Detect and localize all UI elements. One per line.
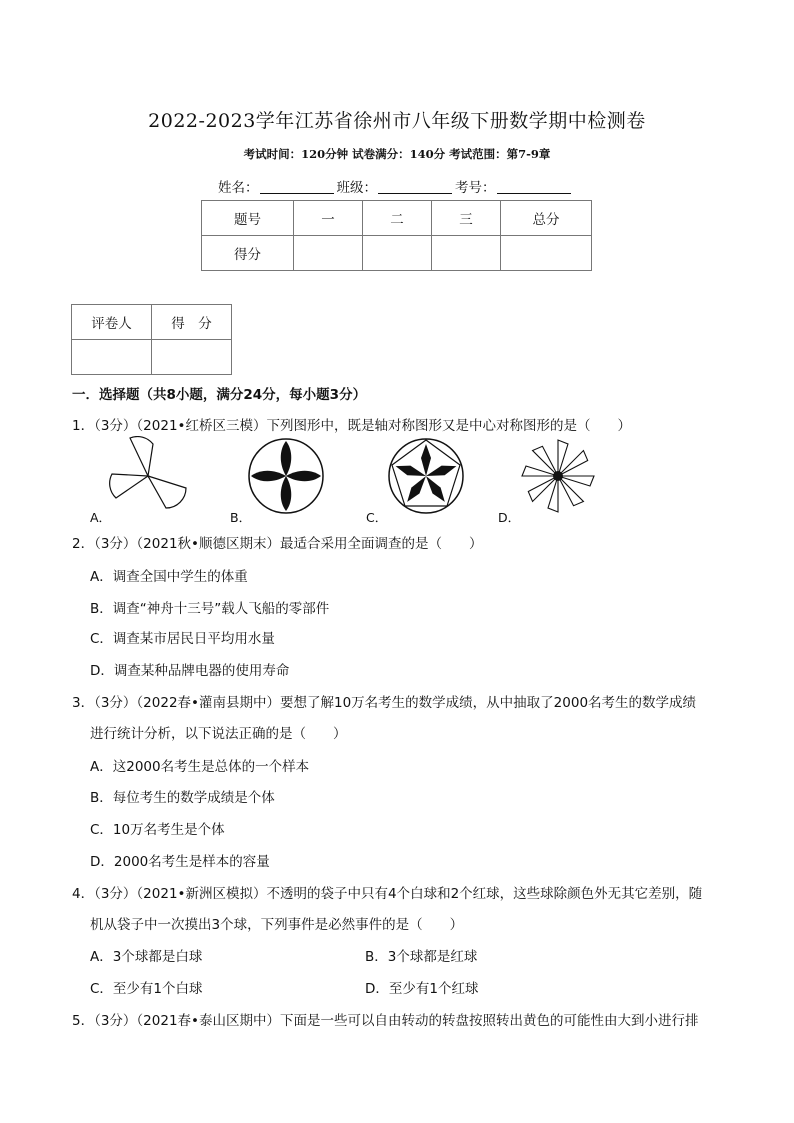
question-3-option-d[interactable]: D．2000名考生是样本的容量 bbox=[90, 854, 270, 870]
name-label: 姓名： bbox=[218, 180, 259, 196]
question-2-option-b[interactable]: B．调查“神舟十三号”载人飞船的零部件 bbox=[90, 601, 330, 617]
score-cell[interactable] bbox=[363, 236, 432, 271]
question-3-option-b[interactable]: B．每位考生的数学成绩是个体 bbox=[90, 790, 275, 806]
question-3-stem-line-2: 进行统计分析，以下说法正确的是（ ） bbox=[90, 726, 347, 742]
figure-c-pentagon-star-icon bbox=[386, 436, 466, 516]
question-1-figures bbox=[90, 436, 610, 526]
score-header-cell: 总分 bbox=[501, 201, 592, 236]
figure-d-pinwheel-icon bbox=[518, 436, 598, 516]
question-1-stem: 1．（3分）（2021•红桥区三模）下列图形中，既是轴对称图形又是中心对称图形的是（ ） bbox=[72, 418, 631, 434]
question-2-stem: 2．（3分）（2021秋•顺德区期末）最适合采用全面调查的是（ ） bbox=[72, 536, 483, 552]
score-cell[interactable] bbox=[432, 236, 501, 271]
grader-header-cell: 得 分 bbox=[152, 305, 232, 340]
exam-no-blank[interactable] bbox=[497, 181, 571, 194]
grader-cell[interactable] bbox=[72, 340, 152, 375]
grader-table bbox=[71, 304, 232, 375]
name-blank[interactable] bbox=[260, 181, 334, 194]
question-4-option-d[interactable]: D．至少有1个红球 bbox=[365, 981, 479, 997]
figure-label-b: B． bbox=[230, 510, 252, 525]
question-3-stem-line-1: 3．（3分）（2022春•灌南县期中）要想了解10万名考生的数学成绩，从中抽取了2000名考生的数学成绩 bbox=[72, 695, 697, 711]
score-header-cell: 三 bbox=[432, 201, 501, 236]
question-2-option-a[interactable]: A．调查全国中学生的体重 bbox=[90, 569, 248, 585]
figure-a-propeller-icon bbox=[108, 436, 188, 516]
score-cell[interactable] bbox=[501, 236, 592, 271]
class-blank[interactable] bbox=[378, 181, 452, 194]
figure-b-four-petal-icon bbox=[246, 436, 326, 516]
score-table-row bbox=[202, 236, 592, 271]
grader-table-header-row bbox=[72, 305, 232, 340]
question-3-option-c[interactable]: C．10万名考生是个体 bbox=[90, 822, 225, 838]
score-table-header-row bbox=[202, 201, 592, 236]
question-4-stem-line-1: 4．（3分）（2021•新洲区模拟）不透明的袋子中只有4个白球和2个红球，这些球除颜色外无其它差别，随 bbox=[72, 886, 703, 902]
figure-label-a: A． bbox=[90, 510, 112, 525]
figure-label-d: D． bbox=[498, 510, 521, 525]
student-info-line bbox=[218, 176, 574, 196]
grader-cell[interactable] bbox=[152, 340, 232, 375]
question-2-option-d[interactable]: D．调查某种品牌电器的使用寿命 bbox=[90, 663, 290, 679]
question-5-stem: 5．（3分）（2021春•泰山区期中）下面是一些可以自由转动的转盘按照转出黄色的可能性由大到小进行排 bbox=[72, 1013, 699, 1029]
question-2-option-c[interactable]: C．调查某市居民日平均用水量 bbox=[90, 631, 275, 647]
score-cell[interactable] bbox=[294, 236, 363, 271]
class-label: 班级： bbox=[336, 180, 377, 196]
score-header-cell: 题号 bbox=[202, 201, 294, 236]
grader-header-cell: 评卷人 bbox=[72, 305, 152, 340]
score-header-cell: 一 bbox=[294, 201, 363, 236]
score-header-cell: 二 bbox=[363, 201, 432, 236]
question-4-option-a[interactable]: A．3个球都是白球 bbox=[90, 949, 203, 965]
question-4-option-b[interactable]: B．3个球都是红球 bbox=[365, 949, 478, 965]
question-4-stem-line-2: 机从袋子中一次摸出3个球，下列事件是必然事件的是（ ） bbox=[90, 917, 464, 933]
question-3-option-a[interactable]: A．这2000名考生是总体的一个样本 bbox=[90, 759, 310, 775]
page-title: 2022-2023学年江苏省徐州市八年级下册数学期中检测卷 bbox=[148, 110, 646, 132]
section-heading: 一．选择题（共8小题，满分24分，每小题3分） bbox=[72, 387, 367, 403]
exam-no-label: 考号： bbox=[455, 180, 496, 196]
score-table bbox=[201, 200, 592, 271]
figure-label-c: C． bbox=[366, 510, 388, 525]
score-row-label: 得分 bbox=[202, 236, 294, 271]
question-4-option-c[interactable]: C．至少有1个白球 bbox=[90, 981, 203, 997]
exam-subtitle: 考试时间：120分钟 试卷满分：140分 考试范围：第7-9章 bbox=[243, 147, 551, 161]
grader-table-row bbox=[72, 340, 232, 375]
